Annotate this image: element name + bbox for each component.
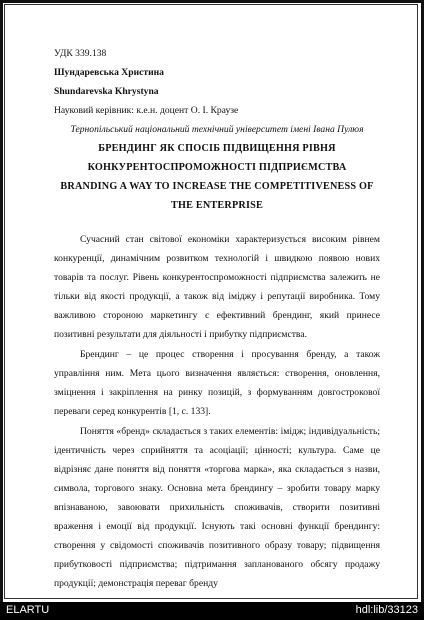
handle-id: hdl:lib/33123 [355, 604, 418, 616]
supervisor: Науковий керівник: к.е.н. доцент О. І. Краузе [54, 105, 239, 116]
repository-name: ELARTU [6, 604, 50, 616]
paragraph-1: Сучасний стан світової економіки характеризується високим рівнем конкуренції, динамічним розвитком технологій і швидкою появою нових товарів та послуг. Рівень конкурентоспроможності підприємства залежить не тільки від якості продукції, а також від іміджу і репутації виробника. Тому важливою стороною маркетингу є ефективний брендинг, який принесе позитивні результати для діяльності і прибутку підприємства. [54, 234, 380, 340]
udk-code: УДК 339.138 [54, 48, 107, 59]
title-en-line-1: BRANDING A WAY TO INCREASE THE COMPETITIVENESS OF [60, 181, 374, 192]
repository-footer [0, 602, 424, 620]
title-en-line-2: THE ENTERPRISE [171, 200, 263, 211]
author-en: Shundarevska Khrystyna [54, 86, 159, 97]
title-ua-line-1: БРЕНДИНГ ЯК СПОСІБ ПІДВИЩЕННЯ РІВНЯ [98, 143, 336, 154]
paragraph-2: Брендинг – це процес створення і просування бренду, а також управління ним. Мета цього визначення являється: створення, оновлення, зміцнення і закріплення на ринку позицій, з формуванням довгострокової переваги серед конкурентів [1, с. 133]. [54, 349, 380, 417]
document-content [54, 44, 380, 593]
institution: Тернопільський національний технічний університет імені Івана Пулюя [70, 124, 364, 135]
paragraph-3: Поняття «бренд» складається з таких елементів: імідж; індивідуальність; ідентичність через сприйняття та асоціації; цінності; культура. Саме це відрізняє дане поняття від поняття «торгова марка», яка складається з назви, символа, торгового знаку. Основна мета брендингу – зробити товару марку впізнаваною, завоювати прихильність споживачів, створити позитивні враження і емоції від продукції. Існують такі основні функції брендингу: створення у свідомості споживачів позитивного образу товару; підвищення прибутковості підприємства; підтримання запланованого обсягу продажу продукції; демонстрація переваг бренду [54, 426, 380, 589]
document-page [4, 4, 418, 599]
author-ua: Шундаревська Христина [54, 67, 164, 78]
title-ua-line-2: КОНКУРЕНТОСПРОМОЖНОСТІ ПІДПРИЄМСТВА [87, 162, 347, 173]
